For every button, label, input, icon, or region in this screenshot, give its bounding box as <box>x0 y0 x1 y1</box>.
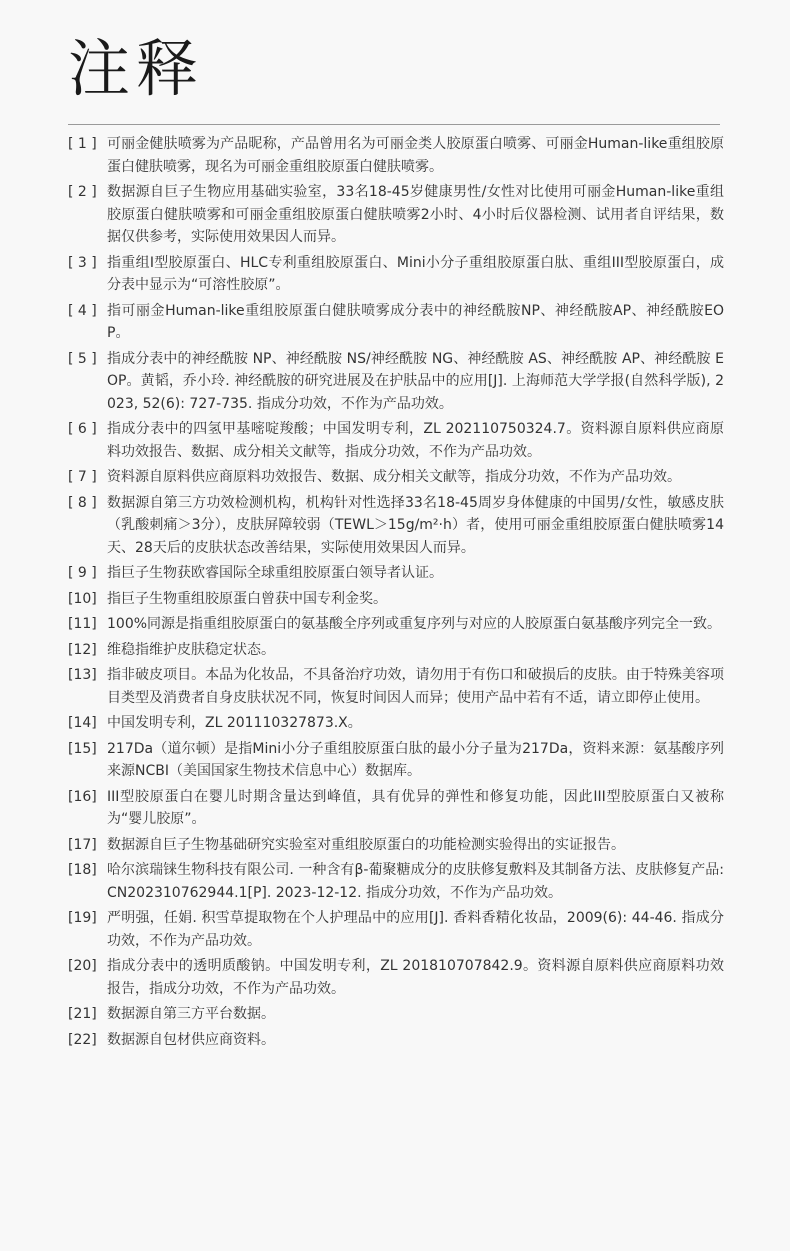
note-number: [ 5 ] <box>68 350 97 367</box>
note-item <box>68 859 724 904</box>
note-number: [22] <box>68 1031 97 1048</box>
note-text: 指成分表中的神经酰胺 NP、神经酰胺 NS/神经酰胺 NG、神经酰胺 AS、神经酰胺 AP、神经酰胺 EOP。黄韬，乔小玲. 神经酰胺的研究进展及在护肤品中的应用[J]. 上海师范大学学报(自然科学版), 2023, 52(6): 727-735. 指成分功效，不作为产品功效。 <box>107 350 724 412</box>
note-text: 217Da（道尔顿）是指Mini小分子重组胶原蛋白肽的最小分子量为217Da，资料来源：氨基酸序列来源NCBI（美国国家生物技术信息中心）数据库。 <box>107 740 724 779</box>
note-text: 数据源自第三方功效检测机构，机构针对性选择33名18-45周岁身体健康的中国男/女性，敏感皮肤（乳酸刺痛＞3分），皮肤屏障较弱（TEWL＞15g/m²·h）者，使用可丽金重组胶原蛋白健肤喷雾14天、28天后的皮肤状态改善结果，实际使用效果因人而异。 <box>107 494 724 556</box>
note-item <box>68 418 724 463</box>
note-number: [21] <box>68 1006 97 1022</box>
note-number: [13] <box>68 667 97 683</box>
note-item <box>68 834 724 857</box>
note-text: 维稳指维护皮肤稳定状态。 <box>107 641 275 658</box>
note-text: 指成分表中的四氢甲基嘧啶羧酸；中国发明专利，ZL 202110750324.7。资料源自原料供应商原料功效报告、数据、成分相关文献等，指成分功效，不作为产品功效。 <box>107 421 724 460</box>
note-number: [12] <box>68 641 97 658</box>
note-number: [17] <box>68 836 97 853</box>
note-text: III型胶原蛋白在婴儿时期含量达到峰值，具有优异的弹性和修复功能，因此III型胶原蛋白又被称为“婴儿胶原”。 <box>107 788 724 827</box>
note-item <box>68 786 724 831</box>
note-number: [18] <box>68 862 97 878</box>
note-number: [19] <box>68 910 97 926</box>
note-text: 指巨子生物重组胶原蛋白曾获中国专利金奖。 <box>107 590 387 607</box>
note-item <box>68 348 724 416</box>
note-number: [ 4 ] <box>68 302 97 319</box>
note-number: [14] <box>68 715 97 731</box>
note-item <box>68 639 724 662</box>
notes-list <box>68 133 724 1054</box>
note-item <box>68 588 724 611</box>
note-item <box>68 712 724 735</box>
note-number: [10] <box>68 590 97 607</box>
note-number: [20] <box>68 958 97 974</box>
note-item <box>68 664 724 709</box>
note-number: [ 8 ] <box>68 494 97 511</box>
note-text: 数据源自巨子生物基础研究实验室对重组胶原蛋白的功能检测实验得出的实证报告。 <box>107 836 625 853</box>
note-text: 指可丽金Human-like重组胶原蛋白健肤喷雾成分表中的神经酰胺NP、神经酰胺AP、神经酰胺EOP。 <box>107 302 724 341</box>
note-text: 指巨子生物获欧睿国际全球重组胶原蛋白领导者认证。 <box>107 565 443 581</box>
note-text: 数据源自第三方平台数据。 <box>107 1006 275 1022</box>
note-text: 可丽金健肤喷雾为产品昵称，产品曾用名为可丽金类人胶原蛋白喷雾、可丽金Human-like重组胶原蛋白健肤喷雾，现名为可丽金重组胶原蛋白健肤喷雾。 <box>107 136 724 175</box>
note-number: [16] <box>68 788 97 805</box>
note-item <box>68 466 724 489</box>
note-number: [ 7 ] <box>68 469 97 485</box>
note-item <box>68 492 724 560</box>
note-number: [ 6 ] <box>68 421 97 437</box>
note-item <box>68 133 724 178</box>
page-title: 注释 <box>68 32 205 105</box>
note-number: [ 9 ] <box>68 565 97 581</box>
note-item <box>68 907 724 952</box>
note-text: 中国发明专利，ZL 201110327873.X。 <box>107 715 362 731</box>
note-number: [ 1 ] <box>68 136 97 152</box>
note-item <box>68 955 724 1000</box>
note-number: [11] <box>68 616 97 632</box>
note-number: [15] <box>68 740 97 757</box>
note-item <box>68 613 724 636</box>
note-text: 100%同源是指重组胶原蛋白的氨基酸全序列或重复序列与对应的人胶原蛋白氨基酸序列完全一致。 <box>107 616 722 632</box>
note-item <box>68 1003 724 1026</box>
note-item <box>68 252 724 297</box>
note-number: [ 2 ] <box>68 184 97 200</box>
note-text: 数据源自包材供应商资料。 <box>107 1031 275 1048</box>
note-number: [ 3 ] <box>68 254 97 271</box>
note-item <box>68 738 724 783</box>
note-item <box>68 181 724 249</box>
note-item <box>68 300 724 345</box>
note-item <box>68 562 724 585</box>
note-item <box>68 1029 724 1052</box>
note-text: 严明强，任娟. 积雪草提取物在个人护理品中的应用[J]. 香料香精化妆品，2009(6): 44-46. 指成分功效，不作为产品功效。 <box>107 910 724 949</box>
note-text: 哈尔滨瑞铼生物科技有限公司. 一种含有β-葡聚糖成分的皮肤修复敷料及其制备方法、皮肤修复产品: CN202310762944.1[P]. 2023-12-12. 指成分功效，不作为产品功效。 <box>107 862 724 901</box>
note-text: 数据源自巨子生物应用基础实验室，33名18-45岁健康男性/女性对比使用可丽金Human-like重组胶原蛋白健肤喷雾和可丽金重组胶原蛋白健肤喷雾2小时、4小时后仪器检测、试用者自评结果，数据仅供参考，实际使用效果因人而异。 <box>107 184 724 245</box>
note-text: 指重组I型胶原蛋白、HLC专利重组胶原蛋白、Mini小分子重组胶原蛋白肽、重组III型胶原蛋白，成分表中显示为“可溶性胶原”。 <box>107 254 724 293</box>
title-divider <box>68 124 720 125</box>
note-text: 指非破皮项目。本品为化妆品，不具备治疗功效，请勿用于有伤口和破损后的皮肤。由于特殊美容项目类型及消费者自身皮肤状况不同，恢复时间因人而异；使用产品中若有不适，请立即停止使用。 <box>107 667 724 706</box>
note-text: 指成分表中的透明质酸钠。中国发明专利，ZL 201810707842.9。资料源自原料供应商原料功效报告，指成分功效，不作为产品功效。 <box>107 958 724 997</box>
note-text: 资料源自原料供应商原料功效报告、数据、成分相关文献等，指成分功效，不作为产品功效。 <box>107 469 681 485</box>
